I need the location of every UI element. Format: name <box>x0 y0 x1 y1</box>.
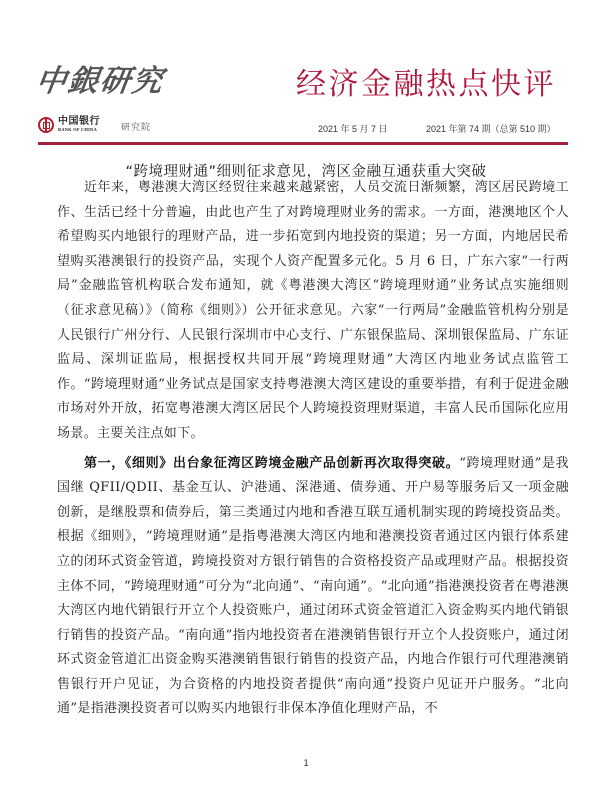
article-body <box>57 176 569 722</box>
paragraph-lead: 第一，《细则》出台象征湾区跨境金融产品创新再次取得突破。 <box>84 455 460 471</box>
bank-name <box>58 116 100 133</box>
issue-number: 2021 年第 74 期（总第 510 期） <box>426 124 556 134</box>
page-number: 1 <box>303 759 309 769</box>
bank-name-en: BANK OF CHINA <box>58 127 97 132</box>
paragraph-text: “跨境理财通”是我国继 QFII/QDII、基金互认、沪港通、深港通、债券通、开户易等服务后又一项金融创新，是继股票和债券后，第三类通过内地和香港互联互通机制实现的跨境投资品类。根据《细则》，“跨境理财通”是指粤港澳大湾区内地和港澳投资者通过区内银行体系建立的闭环式资金管道，跨境投资对方银行销售的合资格投资产品或理财产品。根据投资主体不同，“跨境理财通”可分为“北向通”、“南向通”。“北向通”指港澳投资者在粤港澳大湾区内地代销银行开立个人投资账户，通过闭环式资金管道汇入资金购买内地代销银行销售的投资产品。“南向通”指内地投资者在港澳销售银行开立个人投资账户，通过闭环式资金管道汇出资金购买港澳销售银行销售的投资产品，内地合作银行可代理港澳销售银行开户见证，为合资格的内地投资者提供“南向通”投资户见证开户服务。“北向通”是指港澳投资者可以购买内地银行非保本净值化理财产品，不 <box>57 455 569 717</box>
paragraph-intro <box>57 176 569 447</box>
bank-of-china-logo-icon <box>38 117 54 133</box>
bank-name-cn: 中国银行 <box>58 116 100 127</box>
publication-title: 经济金融热点快评 <box>296 67 556 102</box>
brand-calligraphy-logo: 中銀研究 <box>33 64 167 99</box>
logo-square <box>43 122 50 129</box>
paragraph-text: 近年来，粤港澳大湾区经贸往来越来越紧密，人员交流日渐频繁，湾区居民跨境工作、生活已经十分普遍，由此也产生了对跨境理财业务的需求。一方面，港澳地区个人希望购买内地银行的理财产品，进一步拓宽到内地投资的渠道；另一方面，内地居民希望购买港澳银行的投资产品，实现个人资产配置多元化。5 月 6 日，广东六家“一行两局”金融监管机构联合发布通知，就《粤港澳大湾区“跨境理财通”业务试点实施细则（征求意见稿）》（简称《细则》）公开征求意见。六家“一行两局”金融监管机构分别是人民银行广州分行、人民银行深圳市中心支行、广东银保监局、深圳银保监局、广东证监局、深圳证监局，根据授权共同开展“跨境理财通”大湾区内地业务试点监管工作。“跨境理财通”业务试点是国家支持粤港澳大湾区建设的重要举措，有利于促进金融市场对外开放，拓宽粤港澳大湾区居民个人跨境投资理财渠道，丰富人民币国际化应用场景。主要关注点如下。 <box>57 180 569 441</box>
institute-label: 研究院 <box>121 123 152 133</box>
header-divider <box>38 142 568 145</box>
paragraph-point-one <box>57 452 569 723</box>
article-headline: “跨境理财通”细则征求意见，湾区金融互通获重大突破 <box>125 164 487 180</box>
publication-date: 2021 年 5 月 7 日 <box>318 124 388 134</box>
